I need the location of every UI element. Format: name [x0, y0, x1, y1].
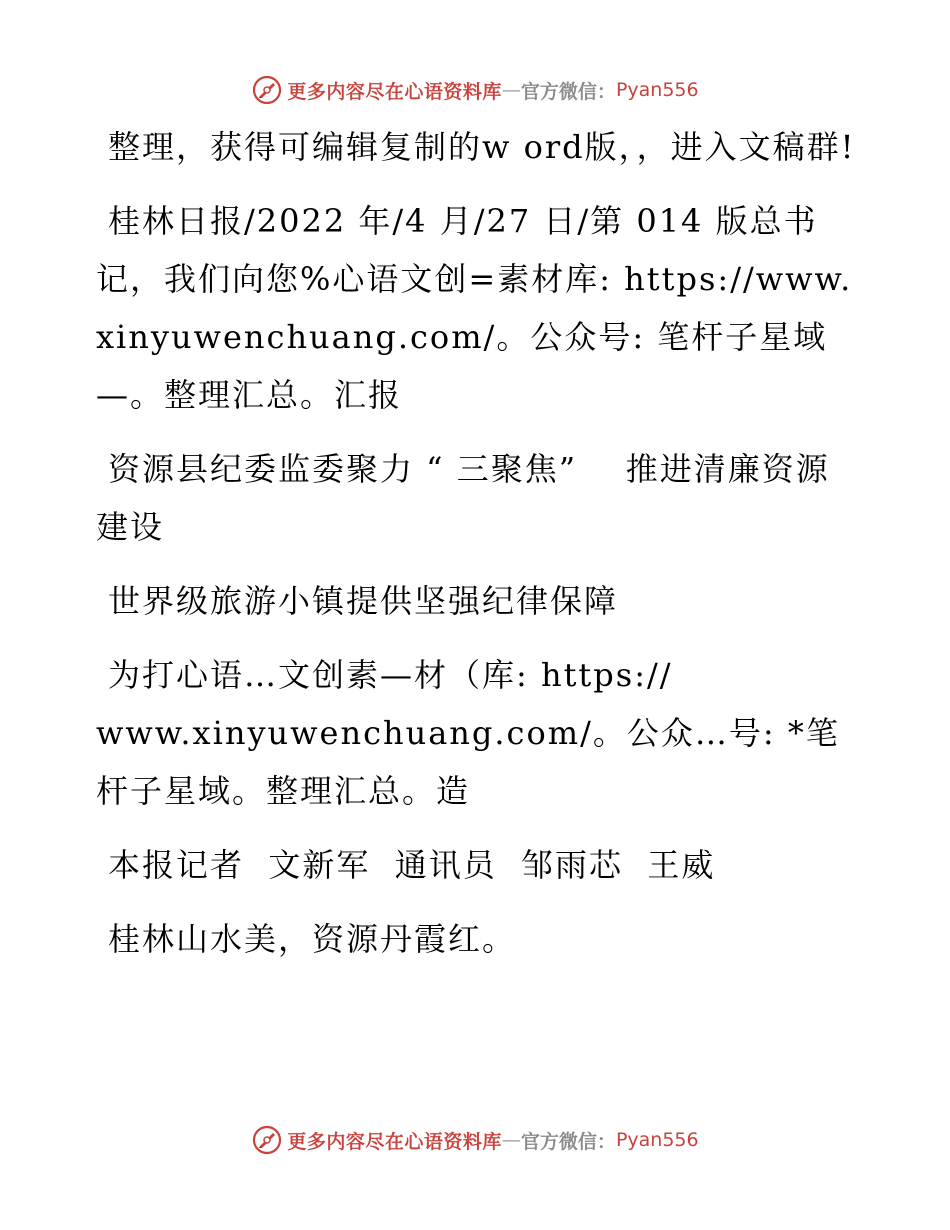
footer-watermark-banner: [0, 1120, 950, 1160]
banner-wechat-label: 官方微信：: [520, 80, 616, 103]
article-byline: 本报记者 文新军 通讯员 邹雨芯 王威: [108, 846, 716, 884]
banner-main-text: 更多内容尽在心语资料库: [287, 80, 502, 103]
banner-separator: —: [501, 79, 521, 101]
banner-wechat-id: Pyan556: [615, 1129, 699, 1151]
paragraph-watermark-text: 为打心语…文创素—材（库: https:// www.xinyuwenchuang.com/。公众…号: *笔杆子星域。整理汇总。造: [96, 656, 840, 810]
banner-wechat-label: 官方微信：: [520, 1130, 616, 1153]
header-watermark-banner: [0, 70, 950, 110]
banner-wechat-id: Pyan556: [615, 79, 699, 101]
document-body: [96, 118, 856, 984]
banner-separator: —: [501, 1129, 521, 1151]
paragraph-source: 桂林日报/2022 年/4 月/27 日/第 014 版总书记，我们向您%心语文创=素材库: https://www.xinyuwenchuang.com/。公众号: 笔杆子星域—。整理汇总。汇报: [96, 202, 853, 414]
quill-seal-icon: [251, 1124, 283, 1156]
article-subtitle: 世界级旅游小镇提供坚强纪律保障: [108, 582, 619, 620]
banner-main-text: 更多内容尽在心语资料库: [287, 1130, 502, 1153]
quill-seal-icon: [251, 74, 283, 106]
paragraph-intro: 整理，获得可编辑复制的w ord版，，进入文稿群!: [108, 128, 856, 166]
article-title: 资源县纪委监委聚力 “ 三聚焦” 推进清廉资源建设: [96, 450, 830, 546]
paragraph-opening: 桂林山水美，资源丹霞红。: [108, 920, 517, 958]
